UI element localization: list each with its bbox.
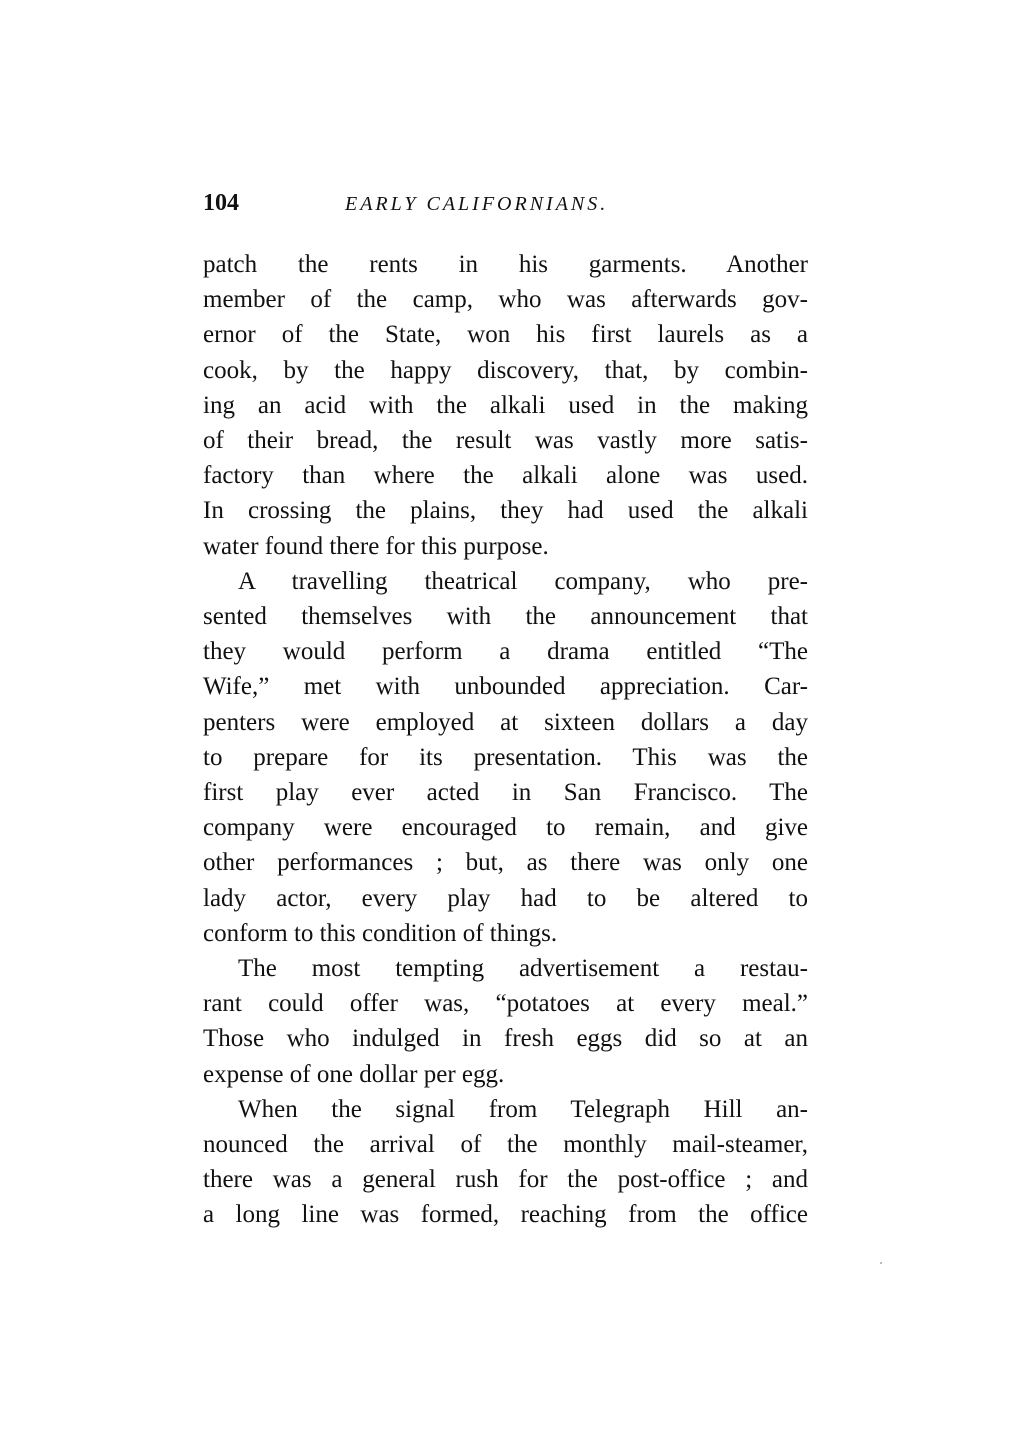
text-line: Wife,” met with unbounded appreciation. Car- (203, 673, 808, 701)
text-line: ing an acid with the alkali used in the making (203, 391, 808, 419)
text-line: member of the camp, who was afterwards gov- (203, 286, 808, 314)
text-line: they would perform a drama entitled “The (203, 638, 808, 666)
text-line: A travelling theatrical company, who pre- (238, 567, 808, 595)
text-line: sented themselves with the announcement that (203, 603, 808, 630)
text-line: Those who indulged in fresh eggs did so at an (203, 1025, 808, 1053)
text-line: water found there for this purpose. (203, 532, 549, 560)
text-line: In crossing the plains, they had used the alkali (203, 497, 808, 525)
scan-speck (880, 1262, 882, 1264)
text-line: factory than where the alkali alone was used. (203, 462, 808, 490)
text-line: there was a general rush for the post-office ; and (203, 1166, 808, 1194)
text-line: lady actor, every play had to be altered to (203, 884, 808, 912)
text-line: ernor of the State, won his first laurels as a (203, 321, 808, 349)
text-line: The most tempting advertisement a restau- (238, 955, 808, 982)
text-line: rant could offer was, “potatoes at every meal.” (203, 990, 808, 1018)
text-line: When the signal from Telegraph Hill an- (238, 1095, 808, 1123)
text-line: expense of one dollar per egg. (203, 1060, 505, 1088)
text-line: patch the rents in his garments. Another (203, 251, 808, 278)
text-line: first play ever acted in San Francisco. The (203, 779, 808, 806)
text-line: to prepare for its presentation. This was the (203, 743, 808, 771)
text-line: of their bread, the result was vastly more satis- (203, 427, 808, 454)
page-number: 104 (203, 190, 239, 216)
text-line: company were encouraged to remain, and give (203, 814, 808, 842)
text-line: cook, by the happy discovery, that, by combin- (203, 356, 808, 384)
text-line: a long line was formed, reaching from the office (203, 1201, 808, 1229)
text-line: conform to this condition of things. (203, 919, 558, 947)
text-line: nounced the arrival of the monthly mail-steamer, (203, 1131, 808, 1158)
text-line: other performances ; but, as there was only one (203, 849, 808, 877)
running-title: EARLY CALIFORNIANS. (345, 193, 609, 215)
text-line: penters were employed at sixteen dollars a day (203, 708, 808, 736)
